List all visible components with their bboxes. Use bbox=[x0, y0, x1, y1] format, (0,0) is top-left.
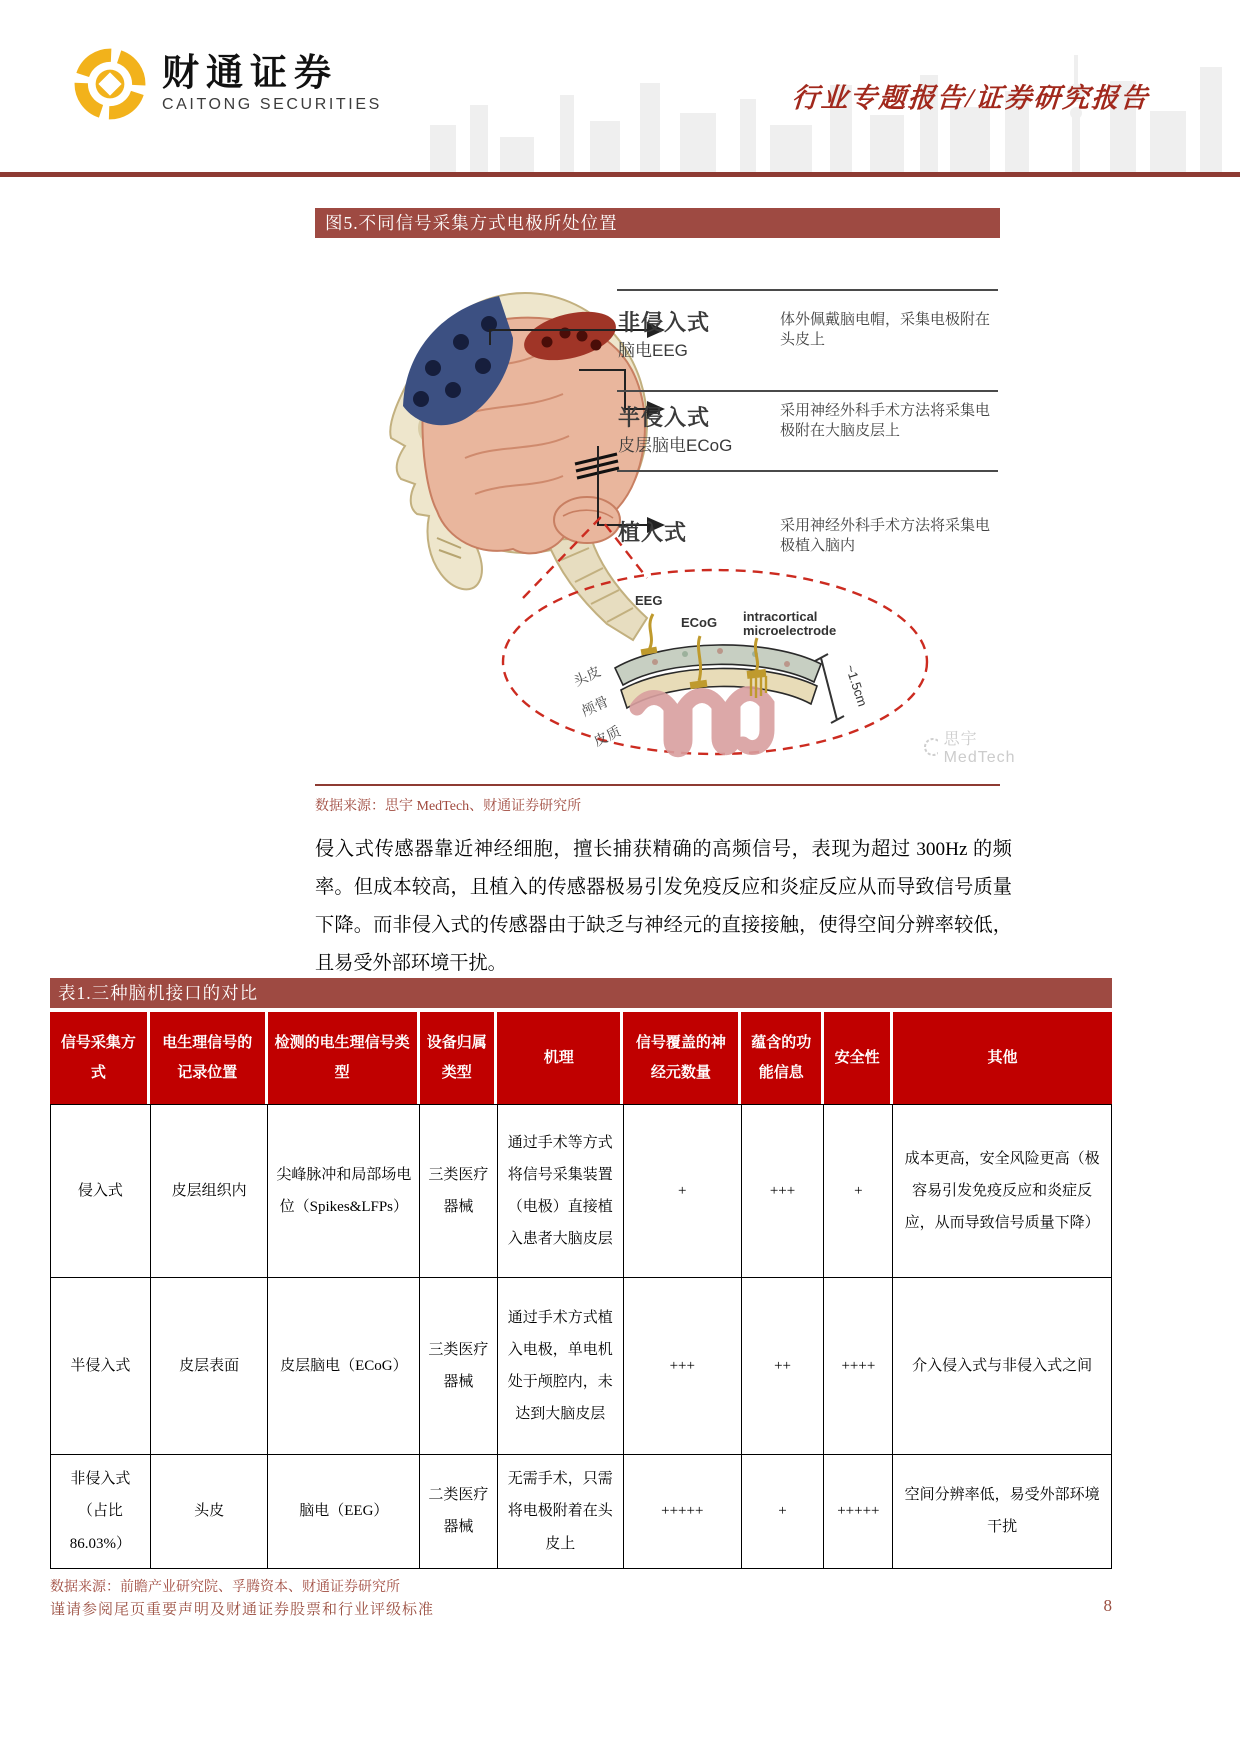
table-header-cell: 电生理信号的记录位置 bbox=[150, 1012, 268, 1104]
table-cell: +++ bbox=[742, 1105, 825, 1278]
table-cell: 皮层脑电（ECoG） bbox=[268, 1278, 420, 1455]
figure-item2-label: 半侵入式 bbox=[618, 405, 711, 430]
table-row bbox=[51, 1455, 1112, 1569]
table-cell: 介入侵入式与非侵入式之间 bbox=[893, 1278, 1112, 1455]
table-header-cell: 检测的电生理信号类型 bbox=[268, 1012, 420, 1104]
table-row bbox=[51, 1105, 1112, 1278]
medtech-logo-icon bbox=[923, 737, 938, 757]
logo-name-cn: 财通证券 bbox=[162, 52, 338, 94]
table-cell: 脑电（EEG） bbox=[268, 1455, 420, 1569]
table-header-row bbox=[50, 1012, 1112, 1104]
figure-source: 数据来源：思宇 MedTech、财通证券研究所 bbox=[315, 799, 582, 814]
table-cell: + bbox=[624, 1105, 742, 1278]
figure5-title-bar: 图5.不同信号采集方式电极所处位置 bbox=[315, 208, 1000, 238]
table-header-cell: 蕴含的功能信息 bbox=[741, 1012, 824, 1104]
table-cell: ++ bbox=[742, 1278, 825, 1455]
table-cell: 无需手术，只需将电极附着在头皮上 bbox=[498, 1455, 624, 1569]
table-cell: +++++ bbox=[624, 1455, 742, 1569]
inset-eeg-label: EEG bbox=[635, 593, 663, 608]
figure-item1-sublabel: 脑电EEG bbox=[618, 341, 688, 360]
inset-layer-skull: 颅骨 bbox=[578, 692, 612, 720]
table-cell: 皮层组织内 bbox=[151, 1105, 269, 1278]
table-cell: 三类医疗器械 bbox=[420, 1105, 497, 1278]
inset-depth-label: ~1.5cm bbox=[842, 662, 871, 709]
table-header-cell: 信号采集方式 bbox=[50, 1012, 150, 1104]
figure-item2-desc: 采用神经外科手术方法将采集电极附在大脑皮层上 bbox=[780, 402, 991, 440]
inset-layer-scalp: 头皮 bbox=[570, 662, 604, 690]
table-cell: 通过手术方式植入电极，单电机处于颅腔内，未达到大脑皮层 bbox=[498, 1278, 624, 1455]
body-paragraph: 侵入式传感器靠近神经细胞，擅长捕获精确的高频信号，表现为超过 300Hz 的频率。但成本较高，且植入的传感器极易引发免疫反应和炎症反应从而导致信号质量下降。而非侵入式的传感器由于缺乏与神经元的直接接触，使得空间分辨率较低，且易受外部环境干扰。 bbox=[315, 839, 1012, 974]
table-cell: 三类医疗器械 bbox=[420, 1278, 497, 1455]
table-cell: +++ bbox=[624, 1278, 742, 1455]
figure-bottom-rule bbox=[315, 784, 1000, 786]
table-cell: +++++ bbox=[824, 1455, 893, 1569]
table-cell: 非侵入式（占比 86.03%） bbox=[51, 1455, 151, 1569]
caitong-logo bbox=[72, 46, 382, 122]
inset-microelectrode-label: intracortical microelectrode bbox=[743, 609, 837, 638]
table-header-cell: 机理 bbox=[497, 1012, 623, 1104]
table-header-cell: 信号覆盖的神经元数量 bbox=[623, 1012, 741, 1104]
table-cell: ++++ bbox=[824, 1278, 893, 1455]
table-header-cell: 设备归属类型 bbox=[420, 1012, 498, 1104]
figure5-canvas bbox=[315, 238, 1016, 782]
figure-item1-label: 非侵入式 bbox=[618, 310, 711, 335]
figure-item2-sublabel: 皮层脑电ECoG bbox=[618, 436, 733, 455]
page-header bbox=[0, 0, 1240, 177]
header-divider bbox=[0, 172, 1240, 177]
table1-block bbox=[50, 978, 1112, 1596]
report-type-title: 行业专题报告/证券研究报告 bbox=[790, 83, 1151, 113]
table-cell: 半侵入式 bbox=[51, 1278, 151, 1455]
figure-watermark-text: 思宇MedTech bbox=[943, 731, 1016, 766]
footer-disclaimer: 谨请参阅尾页重要声明及财通证券股票和行业评级标准 bbox=[50, 1602, 435, 1618]
table-cell: 二类医疗器械 bbox=[420, 1455, 497, 1569]
table1-title-bar: 表1.三种脑机接口的对比 bbox=[50, 978, 1112, 1008]
table-source: 数据来源：前瞻产业研究院、孚腾资本、财通证券研究所 bbox=[50, 1579, 400, 1595]
table-cell: 尖峰脉冲和局部场电位（Spikes&LFPs） bbox=[268, 1105, 420, 1278]
logo-name-en: CAITONG SECURITIES bbox=[162, 96, 382, 114]
table-cell: 通过手术等方式将信号采集装置（电极）直接植入患者大脑皮层 bbox=[498, 1105, 624, 1278]
table-cell: + bbox=[824, 1105, 893, 1278]
inset-layer-cortex: 皮质 bbox=[590, 722, 624, 750]
figure-item1-desc: 体外佩戴脑电帽，采集电极附在头皮上 bbox=[780, 311, 991, 349]
table-cell: 空间分辨率低，易受外部环境干扰 bbox=[893, 1455, 1112, 1569]
figure-item3-desc: 采用神经外科手术方法将采集电极植入脑内 bbox=[780, 517, 991, 555]
caitong-emblem-icon bbox=[72, 46, 148, 122]
table-cell: 侵入式 bbox=[51, 1105, 151, 1278]
figure-watermark bbox=[923, 726, 1021, 767]
figure5-block bbox=[315, 208, 1016, 815]
page-number: 8 bbox=[1103, 1596, 1112, 1615]
table-cell: + bbox=[742, 1455, 825, 1569]
table-cell: 头皮 bbox=[151, 1455, 269, 1569]
table-header-cell: 其他 bbox=[893, 1012, 1112, 1104]
table-body bbox=[50, 1104, 1112, 1569]
table-cell: 成本更高，安全风险更高（极容易引发免疫反应和炎症反应，从而导致信号质量下降） bbox=[893, 1105, 1112, 1278]
inset-ecog-label: ECoG bbox=[681, 615, 718, 630]
table-row bbox=[51, 1278, 1112, 1455]
table-header-cell: 安全性 bbox=[824, 1012, 893, 1104]
table-cell: 皮层表面 bbox=[151, 1278, 269, 1455]
figure-item3-label: 植入式 bbox=[618, 520, 688, 545]
